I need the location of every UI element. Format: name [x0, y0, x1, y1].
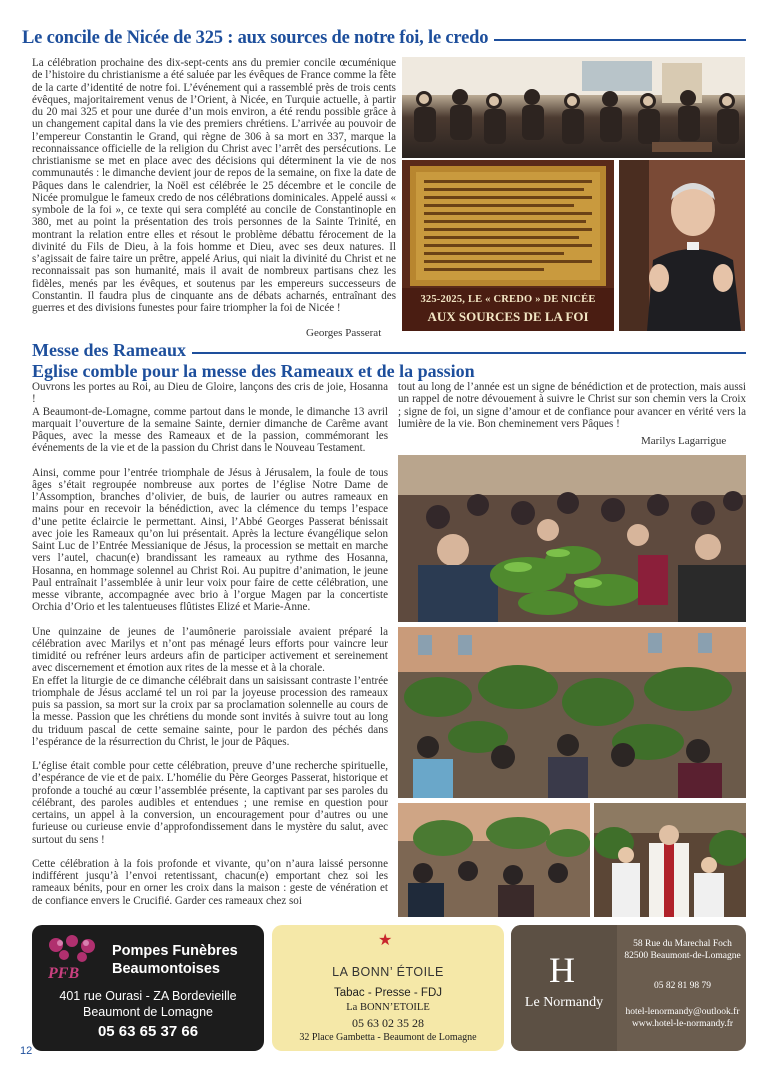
- article2-paragraph: En effet la liturgie de ce dimanche célébrait dans un saisissant contraste l’entrée triomphale de Jésus acclamé tel un roi par la joyeuse procession des rameaux puis sa passion, sa mort sur la croix par sa proclamation solennelle au cours de la messe. Passion que les chrétiens du monde sont invités à suivre tout au long du triduum pascal de cette semaine sainte, pour le pardon des péchés dans l’espérance de la résurrection du Christ, le jour de Pâques.: [32, 674, 388, 748]
- poster-caption-line1: 325-2025, LE « CREDO » DE NICÉE: [420, 294, 596, 305]
- article2-paragraph: Ainsi, comme pour l’entrée triomphale de Jésus à Jérusalem, la foule de tous âges s’était regroupée nombreuse aux portes de l’église Notre Dame de l’Assomption, branches d’olivier, de buis, de laurier ou autres rameaux en mains pour en recevoir la bénédiction, avec la clémence du temps l’espace d’une petite éclaircie le permettant. Ainsi, l’Abbé Georges Passerat bénissait avec joie les Rameaux qu’on lui présentait. Après la lecture évangélique selon Saint Luc de l’Entrée Messianique de Jésus, la procession se mettait en marche vers l’autel, chacun(e) brandissant les rameaux au rythme des Hosanna, Hosanna, en hommage solennel au Christ Roi. Au pupitre d’animation, le jeune Paul entraînait l’assemblée à unir leur voix pour faire de cette célébration, une messe vibrante, accompagnée avec brio à l’orgue Magen par la concertiste Orchia d’Orio et les talentueuses flûtistes Elizé et Marie-Anne.: [32, 466, 388, 614]
- star-icon: ★: [378, 932, 393, 949]
- pfb-logo: [42, 933, 104, 991]
- credo-poster-photo: [402, 160, 614, 331]
- article2-header: [32, 340, 746, 382]
- palm-blessing-crowd-photo: [398, 455, 746, 622]
- article1-header: [22, 24, 746, 52]
- article1-title: Le concile de Nicée de 325 : aux sources de notre foi, le credo: [22, 27, 489, 48]
- bonn-etoile-advertisement[interactable]: [272, 925, 504, 1051]
- etoile-services: Tabac - Presse - FDJ: [334, 987, 442, 999]
- pfb-address: 401 rue Ourasi - ZA Bordevieille: [59, 989, 237, 1003]
- hotel-website[interactable]: www.hotel-le-normandy.fr: [631, 1019, 734, 1029]
- article2-paragraph: tout au long de l’année est un signe de bénédiction et de protection, mais aussi un rappel de notre dévouement à suivre le Christ sur son chemin vers la Croix ; signe de foi, un signe d’amour et de confiance pour avancer en vérité vers la lumière de la vie. Bon cheminement vers Pâques !: [398, 381, 746, 430]
- etoile-address: 32 Place Gambetta - Beaumont de Lomagne: [299, 1032, 477, 1043]
- hotel-email[interactable]: hotel-lenormandy@outlook.fr: [625, 1007, 740, 1017]
- etoile-shop-name: La BONN’ETOILE: [346, 1002, 430, 1013]
- pfb-advertisement[interactable]: [32, 925, 264, 1051]
- heading-rule: [192, 352, 746, 354]
- heading-rule: [494, 39, 746, 41]
- pfb-phone[interactable]: 05 63 65 37 66: [97, 1023, 199, 1040]
- hotel-address-line2: 82500 Beaumont-de-Lomagne: [624, 951, 741, 961]
- article2-paragraph: Une quinzaine de jeunes de l’aumônerie paroissiale avaient préparé la célébration avec Marilys et n’ont pas ménagé leurs efforts pour vaincre leur timidité ou refréner leurs ardeurs afin de participer activement et sereinement avec discernement et émotion aux rites de la messe et à la chorale.: [32, 625, 388, 675]
- page-number: 12: [20, 1045, 33, 1057]
- pfb-city: Beaumont de Lomagne: [83, 1005, 213, 1019]
- article2-paragraph: A Beaumont-de-Lomagne, comme partout dans le monde, le dimanche 13 avril marquait l’ouverture de la semaine Sainte, dernier dimanche de Carême avant Pâques, avec la messe des Rameaux et de la passion, commémorant les événements de la vie et de la passion du Christ dans le Nouveau Testament.: [32, 405, 388, 455]
- pfb-logo-text: PFB: [48, 965, 80, 982]
- article2-paragraph: Cette célébration à la fois profonde et vivante, qu’on n’aura laissé personne indifférent jusqu’à l’envoi retentissant, chacun(e) emportant chez soi les rameaux bénits, pour en orner les croix dans la maison : geste de vénération et de confiance envers le Crucifié. Garder ces rameaux chez soi: [32, 857, 388, 907]
- article2-title: Eglise comble pour la messe des Rameaux et de la passion: [32, 361, 475, 381]
- article1-body: [32, 57, 396, 325]
- article1-paragraph: La célébration prochaine des dix-sept-cents ans du premier concile œcuménique de l’histoire du christianisme a été saluée par les évêques de France comme la fête de la carte d’identité de notre foi. L’événement qui a rassemblé près de trois cents évêques, majoritairement venus de l’Orient, à Nicée, en Turquie actuelle, à partir du 20 mai 325 et pour une durée d’un mois environ, a été rendu possible grâce à un changement capital dans la vie des premiers chrétiens. L’arrivée au pouvoir de l’empereur Constantin le Grand, qui règne de 306 à sa mort en 337, marque la reconnaissance officielle de la religion du Christ avec l’arrêt des persécutions. Le christianisme se met en place avec des décisions qui déterminent la vie de nos communautés : le dimanche devient jour de repos de la semaine, on fixe la date de Pâques dans le calendrier, la Noël est célébrée le 25 décembre et le concile de Nicée promulgue le fameux credo de nos célébrations dominicales. Appelé aussi « symbole de la foi », ce texte qui sera complété au concile de Constantinople en 380, met au point la présentation des trois personnes de la Sainte Trinité, en montrant la relation entre elles et résout le problème débattu férocement de la divinité du Fils de Dieu, à la fois homme et Dieu, avec ses deux natures. Il s’agissait de faire taire un prêtre, appelé Arius, qui niait la divinité du Christ et ne reconnaissait pas son humanité, mais il avait de nombreux partisans chez les fidèles, menés par les évêques, et soutenus par les empereurs successeurs de Constantin. Il faudra plus de cinquante ans de débats acharnés, entraînant des guerres et des divisions funestes pour faire triompher la foi de Nicée !: [32, 57, 396, 314]
- article2-signature: Marilys Lagarrigue: [641, 435, 727, 447]
- crowd-square-photo: [398, 803, 590, 917]
- procession-outside-church-photo: [398, 627, 746, 798]
- pfb-name-line2: Beaumontoises: [112, 961, 220, 977]
- article2-paragraph: Ouvrons les portes au Roi, au Dieu de Gloire, lançons des cris de joie, Hosanna !: [32, 381, 388, 406]
- article2-continuation: [398, 381, 746, 430]
- pfb-name-line1: Pompes Funèbres: [112, 943, 238, 959]
- article1-signature: Georges Passerat: [306, 327, 382, 339]
- conference-audience-photo: [402, 57, 745, 158]
- article2-kicker: Messe des Rameaux: [32, 339, 186, 360]
- priest-speaking-photo: [619, 160, 745, 331]
- hotel-phone[interactable]: 05 82 81 98 79: [654, 981, 711, 991]
- article2-paragraph: L’église était comble pour cette célébration, preuve d’une recherche spirituelle, d’espérance de vie et de paix. L’homélie du Père Georges Passerat, historique et profonde a touché au cœur l’assemblée présente, la captivant par ses paroles du célébrant, des paroles audibles et entendues ; une remise en question pour certains, un appel à la conversion, un encouragement pour d’autres ou une furieuse ou curieuse envie d’approfondissement dans le mystère du salut, avec surtout du sens !: [32, 760, 388, 846]
- article2-body: [32, 381, 388, 907]
- etoile-name: LA BONN’ ÉTOILE: [332, 965, 444, 979]
- poster-caption-line2: AUX SOURCES DE LA FOI: [427, 309, 589, 324]
- etoile-phone[interactable]: 05 63 02 35 28: [352, 1016, 424, 1030]
- hotel-logo-letter: H: [549, 950, 575, 990]
- hotel-normandy-advertisement[interactable]: [511, 925, 746, 1051]
- hotel-name: Le Normandy: [524, 995, 604, 1010]
- hotel-address-line1: 58 Rue du Marechal Foch: [633, 939, 732, 949]
- priest-blessing-children-photo: [594, 803, 746, 917]
